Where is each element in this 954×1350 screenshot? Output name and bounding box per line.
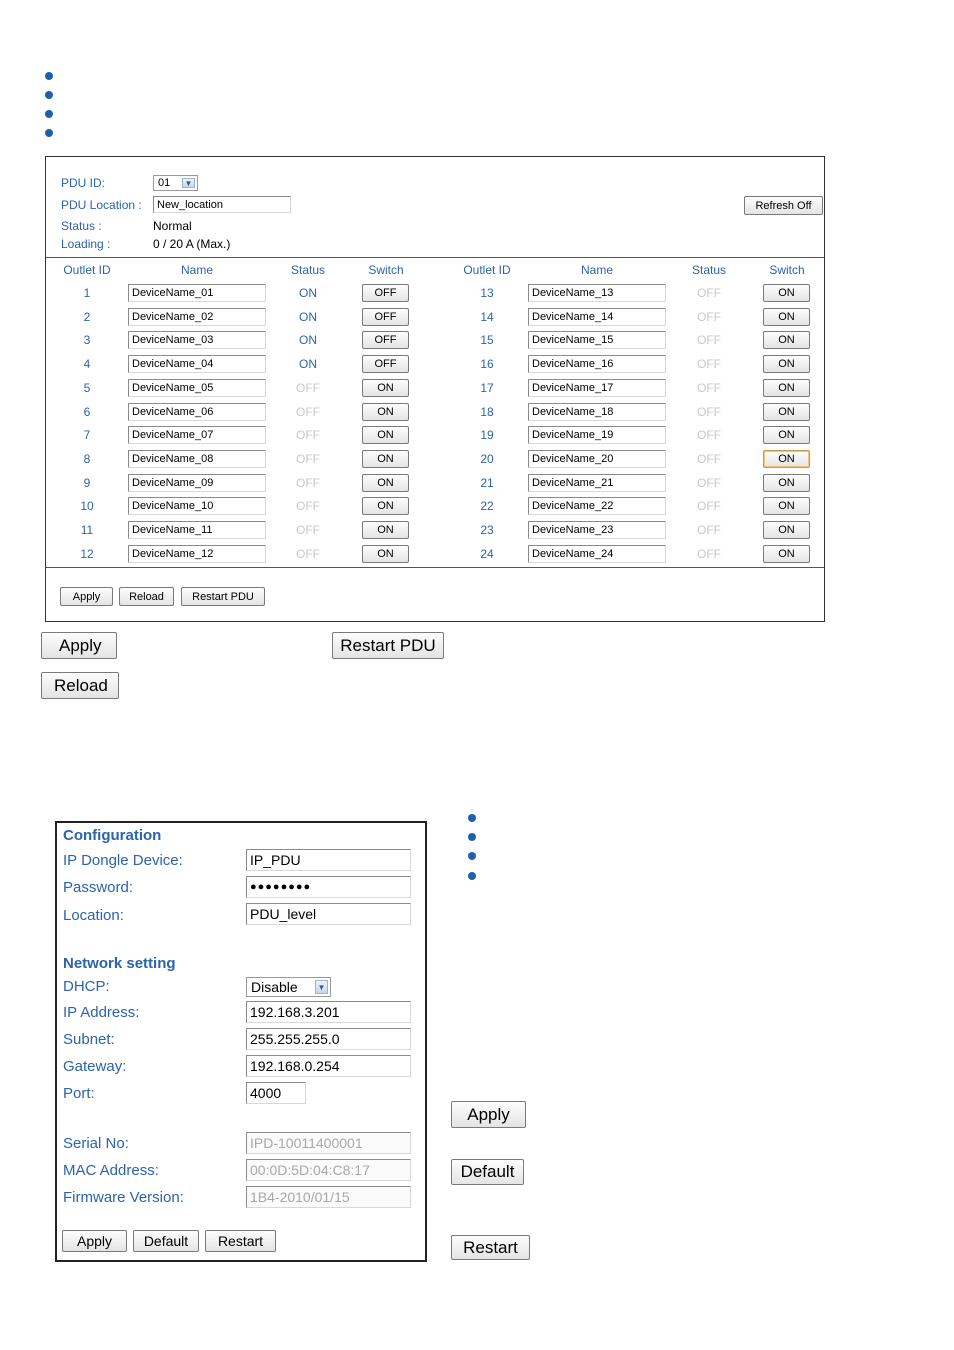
outlet-switch-button[interactable]: ON (362, 403, 409, 421)
outlet-id: 20 (480, 451, 494, 466)
password-input[interactable]: ●●●●●●●● (246, 876, 411, 898)
restart-pdu-callout-button[interactable]: Restart PDU (332, 632, 444, 659)
outlet-name-input[interactable]: DeviceName_04 (128, 355, 266, 373)
outlet-id: 6 (83, 404, 91, 419)
firmware-version-field: 1B4-2010/01/15 (246, 1186, 411, 1208)
column-header-switch: Switch (368, 263, 404, 277)
column-header-outlet-id: Outlet ID (63, 263, 111, 277)
outlet-switch-button[interactable]: ON (763, 403, 810, 421)
serial-no-field: IPD-10011400001 (246, 1132, 411, 1154)
port-label: Port: (63, 1085, 95, 1102)
outlet-name-input[interactable]: DeviceName_05 (128, 379, 266, 397)
outlet-switch-button[interactable]: ON (763, 284, 810, 302)
outlet-id: 7 (83, 428, 91, 443)
outlet-status: OFF (697, 523, 721, 537)
divider (46, 257, 824, 258)
outlet-switch-button[interactable]: ON (362, 450, 409, 468)
pdu-status-value: Normal (153, 219, 192, 233)
outlet-name-input[interactable]: DeviceName_07 (128, 426, 266, 444)
configuration-title: Configuration (63, 827, 162, 844)
bullet-dot (45, 110, 53, 118)
outlet-switch-button[interactable]: ON (763, 474, 810, 492)
outlet-status: ON (299, 286, 317, 300)
outlet-id: 10 (80, 499, 94, 514)
outlet-status: OFF (697, 380, 721, 395)
outlet-name-input[interactable]: DeviceName_15 (528, 331, 666, 349)
outlet-switch-button[interactable]: ON (763, 308, 810, 326)
outlet-switch-button[interactable]: OFF (362, 355, 409, 373)
serial-no-label: Serial No: (63, 1135, 129, 1152)
outlet-id: 24 (480, 546, 494, 561)
ip-address-label: IP Address: (63, 1004, 140, 1021)
outlet-status: OFF (697, 475, 721, 490)
outlet-name-input[interactable]: DeviceName_23 (528, 521, 666, 539)
outlet-switch-button[interactable]: ON (362, 497, 409, 515)
pdu-id-value: 01 (158, 177, 171, 189)
firmware-version-label: Firmware Version: (63, 1189, 184, 1206)
dhcp-label: DHCP: (63, 978, 110, 995)
outlet-name-input[interactable]: DeviceName_12 (128, 545, 266, 563)
outlet-name-input[interactable]: DeviceName_17 (528, 379, 666, 397)
outlet-id: 8 (83, 451, 91, 466)
outlet-switch-button[interactable]: ON (362, 521, 409, 539)
ip-dongle-input[interactable]: IP_PDU (246, 849, 411, 871)
column-header-name: Name (180, 263, 213, 277)
bullet-dot (468, 814, 476, 822)
outlet-status: ON (299, 309, 317, 324)
outlet-name-input[interactable]: DeviceName_19 (528, 426, 666, 444)
outlet-status: OFF (296, 499, 320, 514)
outlet-status: OFF (697, 451, 721, 466)
outlet-name-input[interactable]: DeviceName_03 (128, 331, 266, 349)
chevron-down-icon: ▼ (182, 178, 195, 188)
gateway-input[interactable]: 192.168.0.254 (246, 1055, 411, 1077)
outlet-name-input[interactable]: DeviceName_01 (128, 284, 266, 302)
restart-pdu-button[interactable]: Restart PDU (181, 587, 265, 606)
outlet-status: OFF (296, 451, 320, 466)
outlet-switch-button[interactable]: ON (763, 426, 810, 444)
bullet-dot (468, 852, 476, 860)
outlet-id: 19 (480, 428, 494, 443)
outlet-id: 5 (83, 380, 91, 395)
outlet-id: 21 (480, 475, 494, 490)
outlet-name-input[interactable]: DeviceName_20 (528, 450, 666, 468)
outlet-status: OFF (296, 428, 320, 443)
pdu-status-label: Status : (61, 219, 102, 233)
outlet-name-input[interactable]: DeviceName_24 (528, 545, 666, 563)
divider (46, 567, 824, 568)
outlet-switch-button[interactable]: ON (763, 497, 810, 515)
pdu-id-label: PDU ID: (61, 176, 106, 190)
outlet-name-input[interactable]: DeviceName_22 (528, 497, 666, 515)
bullet-dot (468, 833, 476, 841)
outlet-status: OFF (296, 523, 320, 537)
outlet-name-input[interactable]: DeviceName_09 (128, 474, 266, 492)
outlet-status: OFF (697, 309, 721, 324)
outlet-switch-button[interactable]: ON (763, 355, 810, 373)
outlet-status: OFF (296, 546, 320, 561)
config-apply-button[interactable]: Apply (62, 1230, 127, 1252)
subnet-label: Subnet: (63, 1031, 115, 1048)
outlet-id: 3 (83, 333, 91, 348)
column-header-status: Status (290, 263, 326, 277)
apply-callout-button[interactable]: Apply (41, 632, 117, 659)
outlet-id: 2 (83, 309, 91, 324)
outlet-id: 14 (480, 309, 494, 324)
ip-dongle-label: IP Dongle Device: (63, 852, 183, 869)
outlet-status: ON (299, 333, 317, 348)
gateway-label: Gateway: (63, 1058, 127, 1075)
outlet-switch-button[interactable]: OFF (362, 284, 409, 302)
default-callout-button[interactable]: Default (451, 1159, 524, 1185)
outlet-switch-button[interactable]: ON (763, 379, 810, 397)
outlet-name-input[interactable]: DeviceName_02 (128, 308, 266, 326)
outlet-switch-button[interactable]: ON (763, 331, 810, 349)
outlet-status: OFF (697, 333, 721, 348)
bullet-dot (45, 72, 53, 80)
column-header-name: Name (580, 263, 613, 277)
column-header-switch: Switch (769, 263, 805, 277)
outlet-id: 15 (480, 333, 494, 348)
config-default-button[interactable]: Default (133, 1230, 199, 1252)
pdu-location-label: PDU Location : (61, 198, 142, 212)
outlet-name-input[interactable]: DeviceName_16 (528, 355, 666, 373)
outlet-status: OFF (697, 428, 721, 443)
outlet-name-input[interactable]: DeviceName_13 (528, 284, 666, 302)
subnet-input[interactable]: 255.255.255.0 (246, 1028, 411, 1050)
outlet-name-input[interactable]: DeviceName_06 (128, 403, 266, 421)
outlet-id: 12 (80, 546, 94, 561)
outlet-name-input[interactable]: DeviceName_10 (128, 497, 266, 515)
outlet-status: OFF (697, 357, 721, 372)
outlet-status: OFF (697, 404, 721, 419)
outlet-switch-button[interactable]: ON (362, 426, 409, 444)
apply-button[interactable]: Apply (60, 587, 113, 606)
outlet-switch-button[interactable]: ON (362, 379, 409, 397)
outlet-id: 13 (480, 286, 494, 300)
outlet-id: 22 (480, 499, 494, 514)
outlet-status: OFF (697, 499, 721, 514)
outlet-status: OFF (296, 475, 320, 490)
reload-callout-button[interactable]: Reload (41, 672, 119, 699)
outlet-id: 4 (83, 357, 91, 372)
bullet-dot (468, 872, 476, 880)
dhcp-select[interactable] (246, 977, 331, 997)
location-label: Location: (63, 907, 124, 924)
outlet-switch-button[interactable]: OFF (362, 331, 409, 349)
outlet-name-input[interactable]: DeviceName_14 (528, 308, 666, 326)
outlet-switch-button[interactable]: ON (763, 521, 810, 539)
pdu-id-select[interactable] (153, 175, 198, 191)
column-header-outlet-id: Outlet ID (463, 263, 511, 277)
configuration-panel (55, 821, 427, 1262)
dhcp-value: Disable (251, 979, 298, 995)
bullet-dot (45, 129, 53, 137)
outlet-id: 11 (80, 523, 94, 537)
outlet-name-input[interactable]: DeviceName_18 (528, 403, 666, 421)
outlet-switch-button[interactable]: ON (362, 474, 409, 492)
port-input[interactable]: 4000 (246, 1082, 306, 1104)
mac-address-label: MAC Address: (63, 1162, 159, 1179)
outlet-switch-button[interactable]: OFF (362, 308, 409, 326)
pdu-panel (45, 156, 825, 622)
outlet-id: 16 (480, 357, 494, 372)
refresh-off-button[interactable]: Refresh Off (744, 196, 823, 215)
pdu-loading-label: Loading : (61, 237, 111, 251)
config-restart-button[interactable]: Restart (205, 1230, 276, 1252)
pdu-location-input[interactable]: New_location (153, 196, 291, 213)
location-input[interactable]: PDU_level (246, 903, 411, 925)
outlet-switch-button[interactable]: ON (763, 545, 810, 563)
outlet-status: OFF (296, 404, 320, 419)
outlet-name-input[interactable]: DeviceName_21 (528, 474, 666, 492)
reload-button[interactable]: Reload (119, 587, 174, 606)
outlet-id: 23 (480, 523, 494, 537)
column-header-status: Status (691, 263, 727, 277)
outlet-status: OFF (697, 546, 721, 561)
outlet-status: OFF (296, 380, 320, 395)
outlet-status: ON (299, 357, 317, 372)
mac-address-field: 00:0D:5D:04:C8:17 (246, 1159, 411, 1181)
chevron-down-icon: ▼ (315, 980, 328, 994)
outlet-id: 17 (480, 380, 494, 395)
outlet-id: 18 (480, 404, 494, 419)
bullet-dot (45, 91, 53, 99)
outlet-name-input[interactable]: DeviceName_08 (128, 450, 266, 468)
restart-callout-button[interactable]: Restart (451, 1235, 530, 1260)
ip-address-input[interactable]: 192.168.3.201 (246, 1001, 411, 1023)
outlet-id: 9 (83, 475, 91, 490)
outlet-switch-button[interactable]: ON (362, 545, 409, 563)
password-label: Password: (63, 879, 134, 896)
pdu-loading-value: 0 / 20 A (Max.) (153, 237, 231, 251)
outlet-switch-button[interactable]: ON (763, 450, 810, 468)
network-setting-title: Network setting (63, 955, 176, 972)
outlet-id: 1 (83, 286, 91, 300)
apply-callout-button[interactable]: Apply (451, 1101, 526, 1128)
outlet-name-input[interactable]: DeviceName_11 (128, 521, 266, 539)
outlet-status: OFF (697, 286, 721, 300)
